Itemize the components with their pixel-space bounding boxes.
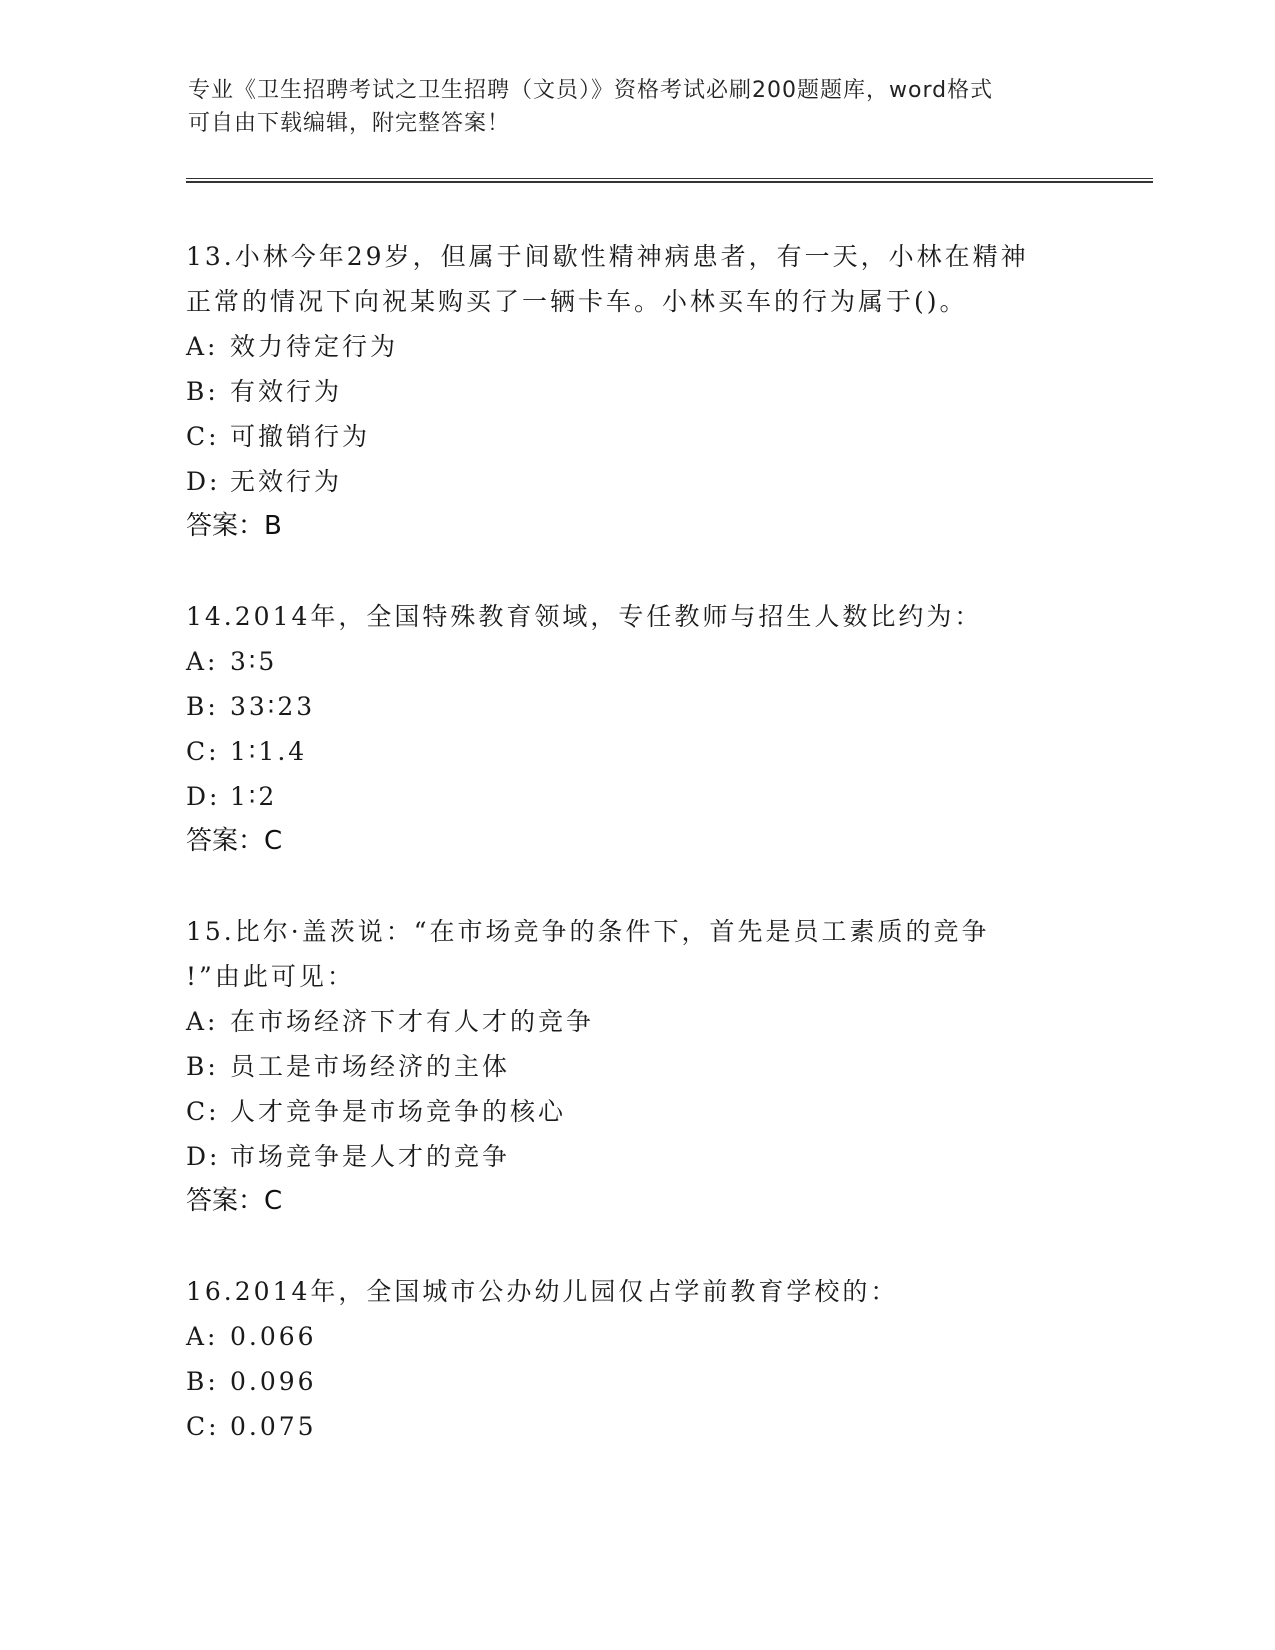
option-letter: B:	[186, 1367, 219, 1396]
option-b	[186, 369, 1086, 414]
option-letter: C:	[186, 1097, 220, 1126]
option-a	[186, 1314, 1086, 1359]
header-divider	[186, 178, 1153, 183]
question-16	[186, 1269, 1086, 1449]
header-title-line-1: 专业《卫生招聘考试之卫生招聘（文员）》资格考试必刷200题题库，word格式	[188, 78, 994, 103]
document-header	[188, 74, 1068, 140]
option-a	[186, 999, 1086, 1044]
option-letter: A:	[186, 332, 219, 361]
option-letter: A:	[186, 1007, 219, 1036]
option-d	[186, 774, 1086, 819]
option-text: 可撤销行为	[230, 422, 371, 451]
option-c	[186, 1404, 1086, 1449]
question-list	[186, 234, 1086, 1494]
option-letter: B:	[186, 377, 219, 406]
question-text-line: 13.小林今年29岁，但属于间歇性精神病患者，有一天，小林在精神	[186, 242, 1029, 271]
option-text: 3∶5	[230, 647, 278, 676]
option-letter: B:	[186, 1052, 219, 1081]
option-c	[186, 414, 1086, 459]
option-text: 在市场经济下才有人才的竞争	[230, 1007, 595, 1036]
question-text-line: 14.2014年，全国特殊教育领域，专任教师与招生人数比约为：	[186, 602, 983, 631]
option-letter: C:	[186, 1412, 220, 1441]
question-14	[186, 594, 1086, 864]
option-text: 人才竞争是市场竞争的核心	[230, 1097, 567, 1126]
option-text: 员工是市场经济的主体	[230, 1052, 511, 1081]
option-text: 市场竞争是人才的竞争	[230, 1142, 511, 1171]
option-letter: C:	[186, 422, 220, 451]
option-text: 0.066	[230, 1322, 317, 1351]
option-b	[186, 1044, 1086, 1089]
option-d	[186, 459, 1086, 504]
option-c	[186, 729, 1086, 774]
question-13	[186, 234, 1086, 549]
option-c	[186, 1089, 1086, 1134]
option-letter: B:	[186, 692, 219, 721]
question-text-line: 15.比尔·盖茨说：“在市场竞争的条件下，首先是员工素质的竞争	[186, 917, 990, 946]
option-text: 1∶2	[230, 782, 278, 811]
option-d	[186, 1134, 1086, 1179]
option-letter: A:	[186, 1322, 219, 1351]
option-text: 1∶1.4	[230, 737, 308, 766]
header-title-line-2: 可自由下载编辑，附完整答案！	[188, 111, 511, 136]
option-letter: D:	[186, 1142, 221, 1171]
option-text: 33∶23	[230, 692, 316, 721]
question-15	[186, 909, 1086, 1224]
option-b	[186, 1359, 1086, 1404]
answer-label: 答案：C	[186, 1186, 283, 1216]
option-b	[186, 684, 1086, 729]
option-text: 效力待定行为	[230, 332, 399, 361]
option-a	[186, 639, 1086, 684]
answer-label: 答案：C	[186, 826, 283, 856]
option-text: 无效行为	[230, 467, 343, 496]
question-text-line: !”由此可见：	[186, 962, 355, 991]
option-letter: C:	[186, 737, 220, 766]
answer-label: 答案：B	[186, 511, 282, 541]
option-letter: D:	[186, 467, 221, 496]
question-text-line: 正常的情况下向祝某购买了一辆卡车。小林买车的行为属于()。	[186, 287, 968, 316]
option-letter: D:	[186, 782, 221, 811]
option-text: 0.096	[230, 1367, 317, 1396]
option-text: 0.075	[230, 1412, 317, 1441]
question-text-line: 16.2014年，全国城市公办幼儿园仅占学前教育学校的：	[186, 1277, 899, 1306]
option-letter: A:	[186, 647, 219, 676]
option-a	[186, 324, 1086, 369]
option-text: 有效行为	[230, 377, 343, 406]
